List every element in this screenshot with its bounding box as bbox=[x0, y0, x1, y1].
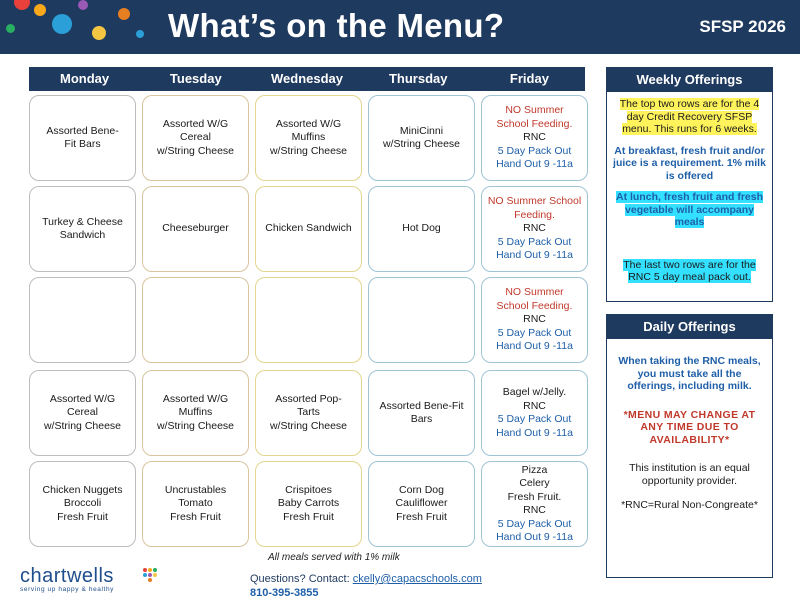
menu-cell-text bbox=[496, 386, 573, 440]
menu-cell-line: 5 Day Pack Out Hand Out 9 -11a bbox=[496, 144, 573, 171]
menu-cell-line: 5 Day Pack Out Hand Out 9 -11a bbox=[496, 517, 573, 543]
dot-icon bbox=[14, 0, 30, 10]
daily-note-rnc: When taking the RNC meals, you must take all the offerings, including milk. bbox=[618, 355, 761, 392]
menu-cell-thursday-row2 bbox=[368, 186, 475, 272]
menu-cell-tuesday-row4 bbox=[142, 370, 249, 456]
menu-cell-thursday-row4 bbox=[368, 370, 475, 456]
menu-cell-text: Uncrustables Tomato Fresh Fruit bbox=[164, 483, 227, 523]
decorative-dots bbox=[0, 0, 160, 54]
menu-cell-text: Assorted Bene-Fit Bars bbox=[379, 399, 464, 425]
daily-note-equal: This institution is an equal opportunity provider. bbox=[629, 462, 750, 487]
menu-cell-line: 5 Day Pack Out Hand Out 9 -11a bbox=[496, 235, 573, 262]
menu-cell-text bbox=[496, 104, 573, 172]
day-wednesday: Wednesday bbox=[271, 71, 344, 86]
menu-cell-friday-row5 bbox=[481, 461, 588, 547]
menu-cell-friday-row1 bbox=[481, 95, 588, 181]
day-friday: Friday bbox=[509, 71, 549, 86]
chartwells-logo bbox=[20, 565, 114, 593]
menu-cell-monday-row3 bbox=[29, 277, 136, 363]
menu-cell-friday-row4 bbox=[481, 370, 588, 456]
menu-cell-friday-row3 bbox=[481, 277, 588, 363]
program-badge: SFSP 2026 bbox=[699, 17, 786, 36]
dot-icon bbox=[52, 14, 72, 34]
menu-cell-thursday-row3 bbox=[368, 277, 475, 363]
menu-cell-text: Cheeseburger bbox=[162, 222, 229, 235]
dot-icon bbox=[6, 24, 15, 33]
menu-cell-wednesday-row4 bbox=[255, 370, 362, 456]
dot-icon bbox=[92, 26, 106, 40]
logo-dots-icon bbox=[142, 567, 158, 583]
weekly-note-lunch: At lunch, fresh fruit and fresh vegetable will accompany meals bbox=[615, 191, 763, 228]
menu-cell-tuesday-row1 bbox=[142, 95, 249, 181]
weekly-note-rows: The top two rows are for the 4 day Credit Recovery SFSP menu. This runs for 6 weeks. bbox=[619, 98, 760, 135]
menu-cell-text: Assorted W/G Muffins w/String Cheese bbox=[269, 117, 348, 157]
menu-cell-text: Chicken Sandwich bbox=[265, 222, 352, 235]
menu-cell-text bbox=[496, 464, 573, 545]
menu-cell-wednesday-row1 bbox=[255, 95, 362, 181]
menu-cell-monday-row1 bbox=[29, 95, 136, 181]
dot-icon bbox=[34, 4, 46, 16]
menu-cell-text: Corn Dog Cauliflower Fresh Fruit bbox=[395, 483, 448, 523]
day-monday: Monday bbox=[60, 71, 110, 86]
menu-cell-text bbox=[488, 195, 581, 263]
menu-cell-text: Assorted Pop- Tarts w/String Cheese bbox=[269, 392, 348, 432]
day-tuesday: Tuesday bbox=[169, 71, 222, 86]
daily-note-change: *MENU MAY CHANGE AT ANY TIME DUE TO AVAILABILITY* bbox=[623, 408, 756, 446]
day-header-row bbox=[29, 67, 585, 91]
menu-cell-line: Pizza Celery Fresh Fruit. RNC bbox=[507, 463, 562, 516]
daily-note-rnc-def: *RNC=Rural Non-Congreate* bbox=[621, 499, 758, 511]
weekly-note-rnc: The last two rows are for the RNC 5 day meal pack out. bbox=[623, 258, 756, 283]
menu-cell-line: RNC bbox=[523, 131, 546, 144]
meals-note: All meals served with 1% milk bbox=[268, 552, 400, 563]
menu-cell-line: NO Summer School Feeding. bbox=[496, 104, 573, 130]
logo-wordmark: chartwells bbox=[20, 565, 114, 587]
menu-cell-line: 5 Day Pack Out Hand Out 9 -11a bbox=[496, 326, 573, 353]
page-title: What’s on the Menu? bbox=[168, 7, 505, 44]
daily-offerings-panel bbox=[606, 314, 773, 578]
contact-phone: 810-395-3855 bbox=[250, 587, 319, 599]
dot-icon bbox=[78, 0, 88, 10]
menu-cell-text: Assorted W/G Cereal w/String Cheese bbox=[156, 117, 235, 157]
menu-cell-monday-row2 bbox=[29, 186, 136, 272]
menu-cell-text: Hot Dog bbox=[402, 222, 441, 235]
weekly-offerings-panel bbox=[606, 67, 773, 302]
menu-cell-wednesday-row5 bbox=[255, 461, 362, 547]
daily-offerings-title: Daily Offerings bbox=[607, 315, 772, 339]
day-thursday: Thursday bbox=[388, 71, 448, 86]
menu-cell-line: NO Summer School Feeding. bbox=[487, 195, 582, 221]
menu-cell-text: Assorted Bene- Fit Bars bbox=[46, 124, 119, 150]
menu-cell-thursday-row5 bbox=[368, 461, 475, 547]
menu-cell-line: 5 Day Pack Out Hand Out 9 -11a bbox=[496, 413, 573, 439]
menu-cell-text: Crispitoes Baby Carrots Fresh Fruit bbox=[277, 483, 340, 523]
menu-cell-wednesday-row2 bbox=[255, 186, 362, 272]
menu-cell-friday-row2 bbox=[481, 186, 588, 272]
dot-icon bbox=[136, 30, 144, 38]
menu-cell-line: Bagel w/Jelly. RNC bbox=[502, 386, 567, 412]
contact-info bbox=[250, 572, 482, 600]
contact-email-link[interactable]: ckelly@capacschools.com bbox=[352, 573, 482, 585]
weekly-offerings-title: Weekly Offerings bbox=[607, 68, 772, 92]
menu-cell-text: Assorted W/G Cereal w/String Cheese bbox=[43, 392, 122, 432]
contact-label: Questions? Contact: bbox=[250, 573, 353, 585]
menu-cell-text bbox=[496, 286, 573, 354]
menu-cell-monday-row5 bbox=[29, 461, 136, 547]
weekly-note-breakfast: At breakfast, fresh fruit and/or juice is a requirement. 1% milk is offered bbox=[613, 144, 766, 182]
menu-cell-tuesday-row2 bbox=[142, 186, 249, 272]
menu-cell-line: NO Summer School Feeding. bbox=[496, 286, 573, 312]
menu-cell-line: RNC bbox=[523, 222, 546, 235]
menu-cell-monday-row4 bbox=[29, 370, 136, 456]
menu-cell-text: Chicken Nuggets Broccoli Fresh Fruit bbox=[42, 483, 123, 523]
menu-cell-tuesday-row5 bbox=[142, 461, 249, 547]
menu-cell-text: Turkey & Cheese Sandwich bbox=[42, 215, 123, 241]
menu-cell-text: MiniCinni w/String Cheese bbox=[382, 124, 461, 150]
header-band bbox=[0, 0, 800, 54]
menu-cell-wednesday-row3 bbox=[255, 277, 362, 363]
menu-cell-text: Assorted W/G Muffins w/String Cheese bbox=[156, 392, 235, 432]
logo-tagline: serving up happy & healthy bbox=[20, 586, 115, 593]
menu-cell-tuesday-row3 bbox=[142, 277, 249, 363]
menu-cell-thursday-row1 bbox=[368, 95, 475, 181]
menu-cell-line: RNC bbox=[523, 313, 546, 326]
dot-icon bbox=[118, 8, 130, 20]
